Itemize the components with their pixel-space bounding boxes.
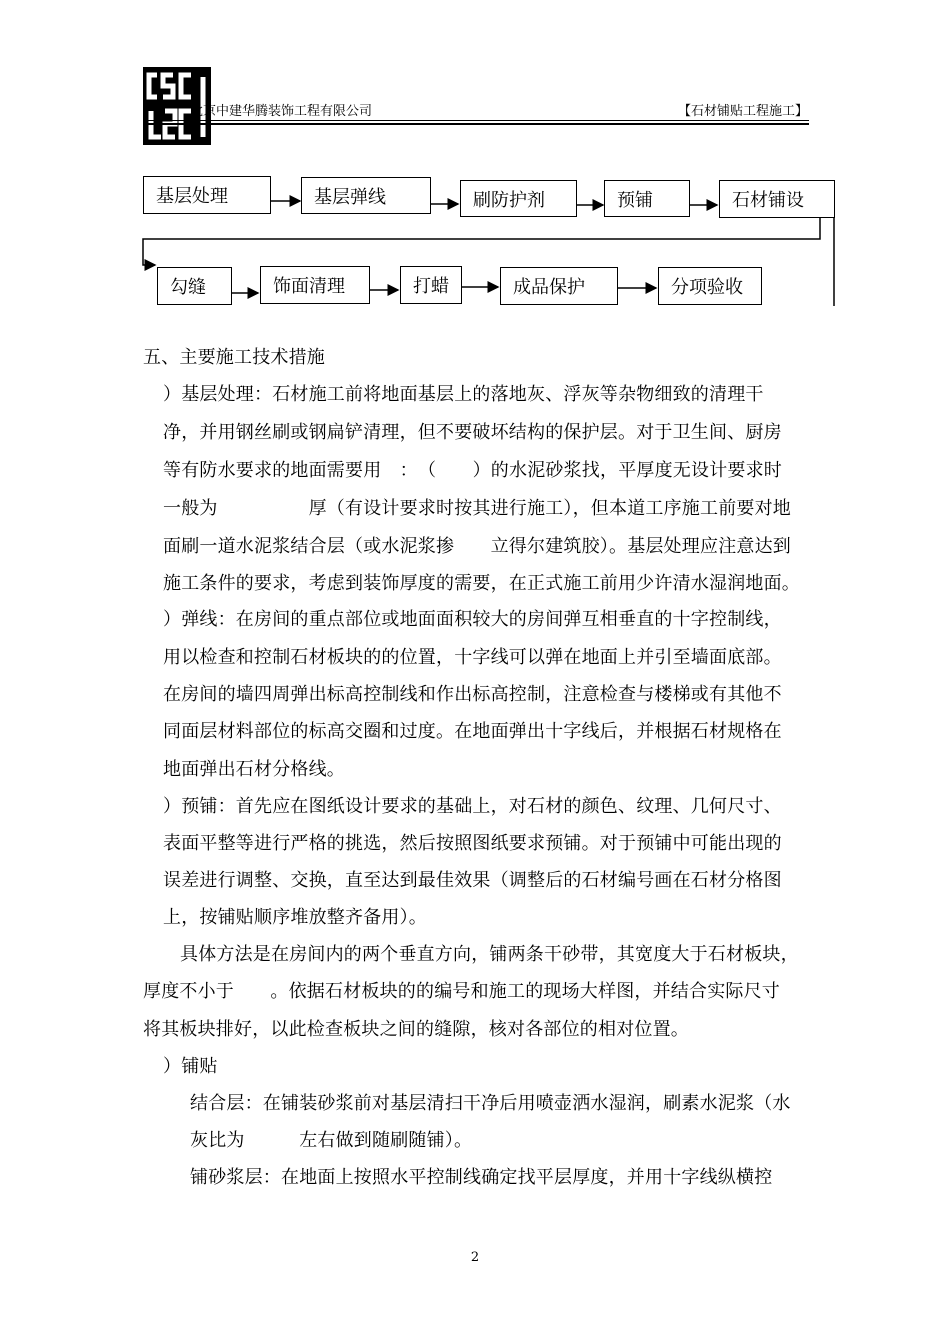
text-line: 结合层：在铺装砂浆前对基层清扫干净后用喷壶洒水湿润，刷素水泥浆（水 [190, 1093, 791, 1114]
header-company-name: 北京中建华腾装饰工程有限公司 [190, 104, 373, 119]
page-number: 2 [470, 1250, 480, 1265]
flow-step-7: 饰面清理 [260, 266, 370, 304]
text-line: 面刷一道水泥浆结合层（或水泥浆掺 立得尔建筑胶）。基层处理应注意达到 [163, 536, 791, 557]
text-line: 将其板块排好，以此检查板块之间的缝隙，核对各部位的相对位置。 [143, 1019, 689, 1040]
text-line: ）基层处理：石材施工前将地面基层上的落地灰、浮灰等杂物细致的清理干 [163, 384, 764, 405]
text-line: 用以检查和控制石材板块的的位置，十字线可以弹在地面上并引至墙面底部。 [163, 647, 782, 668]
flow-step-5: 石材铺设 [719, 180, 835, 218]
text-line: 同面层材料部位的标高交圈和过度。在地面弹出十字线后，并根据石材规格在 [163, 721, 782, 742]
text-line: 误差进行调整、交换，直至达到最佳效果（调整后的石材编号画在石材分格图 [163, 870, 782, 891]
text-line: 具体方法是在房间内的两个垂直方向，铺两条干砂带，其宽度大于石材板块， [180, 944, 799, 965]
text-line: 表面平整等进行严格的挑选，然后按照图纸要求预铺。对于预铺中可能出现的 [163, 833, 782, 854]
text-line: 灰比为 左右做到随刷随铺）。 [190, 1130, 473, 1151]
text-line: 净，并用钢丝刷或钢扁铲清理，但不要破坏结构的保护层。对于卫生间、厨房 [163, 422, 782, 443]
text-line: 厚度不小于 。依据石材板块的的编号和施工的现场大样图，并结合实际尺寸 [143, 981, 780, 1002]
text-line: ）铺贴 [163, 1056, 218, 1077]
flow-step-10: 分项验收 [658, 267, 762, 305]
text-line: ）弹线：在房间的重点部位或地面面积较大的房间弹互相垂直的十字控制线， [163, 609, 782, 630]
flowchart-connectors [0, 0, 950, 320]
text-line: ）预铺：首先应在图纸设计要求的基础上，对石材的颜色、纹理、几何尺寸、 [163, 796, 782, 817]
flow-step-1: 基层处理 [143, 176, 271, 214]
text-line: 等有防水要求的地面需要用 ： （ ）的水泥砂浆找，平厚度无设计要求时 [163, 460, 782, 481]
text-line: 施工条件的要求，考虑到装饰厚度的需要，在正式施工前用少许清水湿润地面。 [163, 573, 800, 594]
text-line: 铺砂浆层：在地面上按照水平控制线确定找平层厚度，并用十字线纵横控 [190, 1167, 773, 1188]
flow-step-6: 勾缝 [157, 267, 232, 305]
flow-step-9: 成品保护 [500, 267, 618, 305]
header-document-title: 【石材铺贴工程施工】 [677, 104, 808, 119]
text-line: 一般为 厚（有设计要求时按其进行施工），但本道工序施工前要对地 [163, 498, 791, 519]
process-flowchart [0, 0, 950, 320]
flow-step-3: 刷防护剂 [460, 180, 577, 217]
text-line: 在房间的墙四周弹出标高控制线和作出标高控制，注意检查与楼梯或有其他不 [163, 684, 782, 705]
wrap-connector [143, 218, 820, 265]
text-line: 地面弹出石材分格线。 [163, 759, 345, 780]
flow-step-2: 基层弹线 [301, 177, 431, 214]
section-heading: 五、主要施工技术措施 [143, 347, 325, 368]
flow-step-4: 预铺 [604, 180, 690, 217]
text-line: 上，按铺贴顺序堆放整齐备用）。 [163, 907, 427, 928]
flow-step-8: 打蜡 [400, 266, 462, 304]
